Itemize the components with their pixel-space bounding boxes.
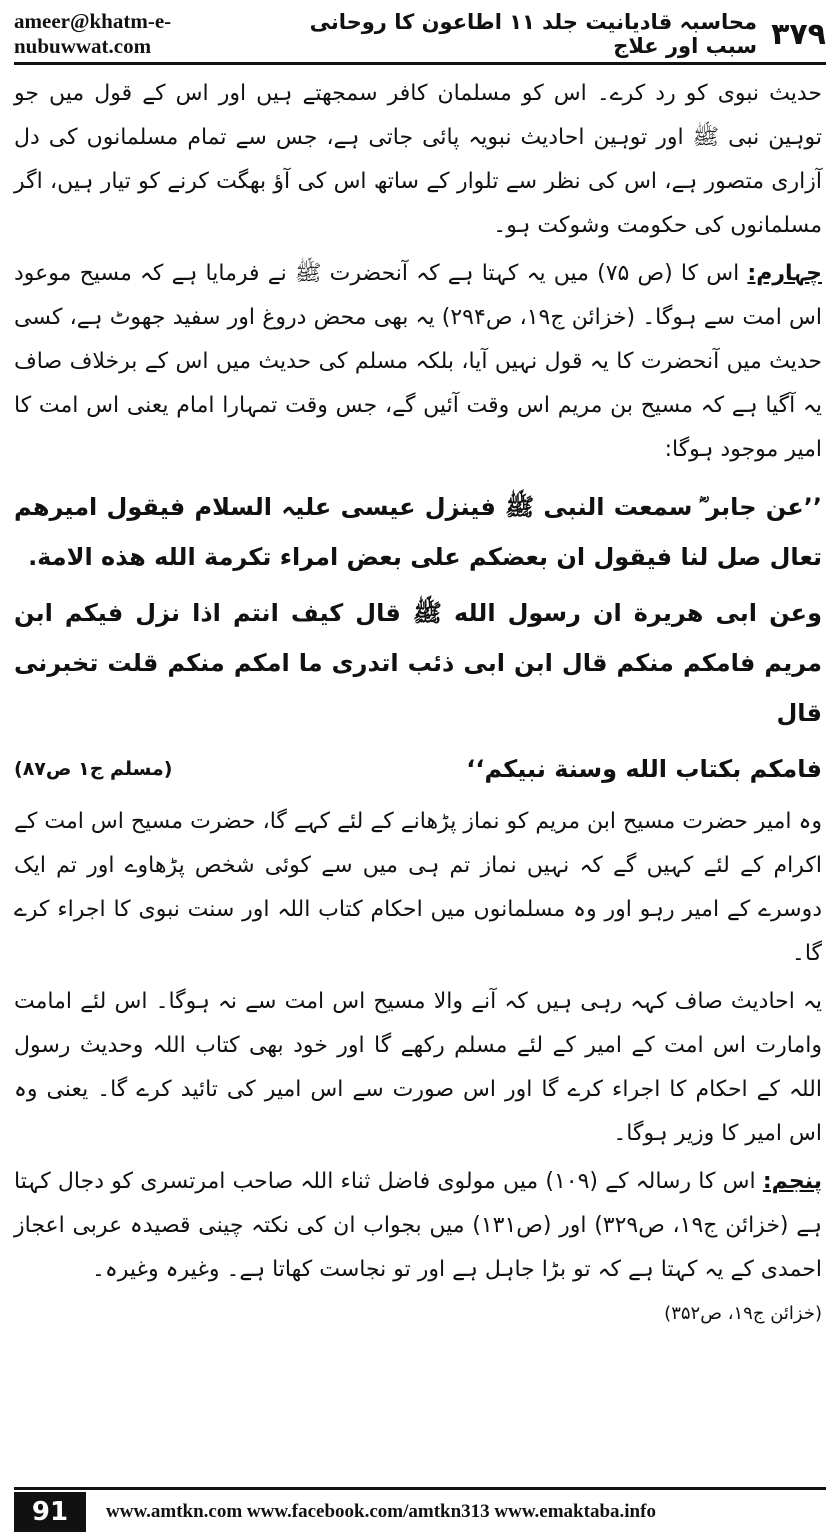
header-page-number: ۳۷۹: [771, 16, 826, 52]
paragraph-1: حدیث نبوی کو رد کرے۔ اس کو مسلمان کافر سمجھتے ہیں اور اس کے قول میں جو توہین نبی ﷺ اور توہین احادیث نبویہ پائی جاتی ہے، جس سے تمام مسلمانوں کی دل آزاری متصور ہے، اس کی نظر سے تلوار کے ساتھ اس کی آؤ بھگت کرنے کو تیار ہیں، اگر مسلمانوں کی حکومت وشوکت ہو۔: [14, 81, 822, 238]
arabic-quote-2: وعن ابی هریرة ان رسول الله ﷺ قال کیف انتم اذا نزل فیکم ابن مریم فامکم منکم قال ابن ابی ذئب اتدری ما امکم منکم قلت تخبرنی قال: [14, 599, 822, 727]
section-label-panjum: پنجم:: [762, 1169, 823, 1194]
paragraph-5-reference: (خزائن ج۱۹، ص۳۵۲): [664, 1303, 822, 1324]
section-label-chaharum: چہارم:: [747, 261, 822, 286]
paragraph-4: یہ احادیث صاف کہہ رہی ہیں کہ آنے والا مسیح اس امت سے نہ ہوگا۔ اس لئے امامت وامارت اس امت کے امیر کے لئے مسلم رکھے گا اور خود بھی کتاب اللہ وحدیث رسول اللہ کے احکام کا اجراء کرے گا اور اس صورت سے اس امیر کی تائید کرے گا۔ یعنی وہ اس امیر کا وزیر ہوگا۔: [14, 989, 822, 1146]
paragraph-2: [14, 252, 822, 472]
arabic-reference: (مسلم ج۱ ص۸۷): [14, 758, 173, 780]
paragraph-5-text: اس کا رسالہ کے (۱۰۹) میں مولوی فاضل ثناء اللہ صاحب امرتسری کو دجال کہتا ہے (خزائن ج۱۹، ص۳۲۹) اور (ص۱۳۱) میں بجواب ان کی نکتہ چینی قصیدہ عربی اعجاز احمدی کے یہ کہتا ہے کہ تو بڑا جاہل ہے اور تو نجاست کھاتا ہے۔ وغیرہ وغیرہ۔: [14, 1169, 822, 1282]
arabic-quote-1: ’’عن جابر ؓ سمعت النبی ﷺ فینزل عیسی علیہ السلام فیقول امیرھم تعال صل لنا فیقول ان بعضکم علی بعض امراء تکرمة الله هذه الامة.: [14, 493, 822, 571]
footer-page-number: 91: [14, 1492, 86, 1532]
paragraph-5: [14, 1160, 822, 1292]
page-body: [14, 72, 822, 1480]
paragraph-3: وہ امیر حضرت مسیح ابن مریم کو نماز پڑھانے کے لئے کہے گا، حضرت مسیح اس امت کے اکرام کے لئے کہیں گے کہ نہیں نماز تم ہی میں سے کوئی شخص پڑھاوے اور تم ایک دوسرے کے امیر رہو اور وہ مسلمانوں میں احکام کتاب اللہ اور سنت نبوی کا اجراء کرے گا۔: [14, 809, 822, 966]
footer-urls: www.amtkn.com www.facebook.com/amtkn313 www.emaktaba.info: [106, 1501, 656, 1522]
arabic-quote-3-line: [14, 744, 822, 794]
header-title-group: [262, 10, 826, 58]
arabic-quote-3: فامکم بکتاب الله وسنة نبیکم‘‘: [466, 755, 822, 783]
paragraph-2-text: اس کا (ص ۷۵) میں یہ کہتا ہے کہ آنحضرت ﷺ نے فرمایا ہے کہ مسیح موعود اس امت سے ہوگا۔ (خزائن ج۱۹، ص۲۹۴) یہ بھی محض دروغ اور سفید جھوٹ ہے، کسی حدیث میں آنحضرت کا یہ قول نہیں آیا، بلکہ مسلم کی حدیث میں اس کے برخلاف صاف یہ آگیا ہے کہ مسیح بن مریم اس وقت آئیں گے، جس وقت تمہارا امام یعنی اس امت کا امیر موجود ہوگا:: [14, 261, 822, 462]
page-header: [14, 6, 826, 65]
header-email: ameer@khatm-e-nubuwwat.com: [14, 9, 172, 58]
page-footer: [14, 1487, 826, 1534]
header-book-title: محاسبہ قادیانیت جلد ۱۱ اطاعون کا روحانی سبب اور علاج: [309, 10, 758, 58]
